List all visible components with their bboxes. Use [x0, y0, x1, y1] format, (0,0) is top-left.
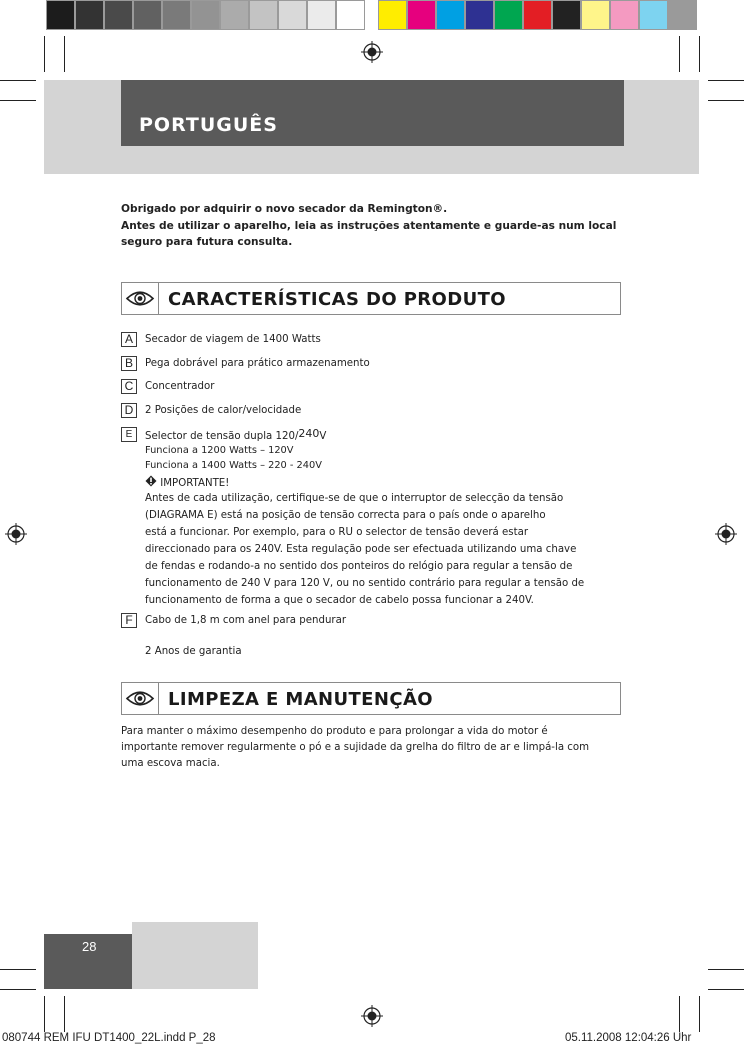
color-swatch	[191, 0, 220, 30]
feature-label-f: F	[121, 613, 137, 628]
voltage-instructions-line: funcionamento de 240 V para 120 V, ou no sentido contrário para regular a tensão de	[145, 578, 585, 589]
footer-date: 05.11.2008 12:04:26 Uhr	[565, 1032, 692, 1044]
power-240v: Funciona a 1400 Watts – 220 - 240V	[145, 460, 322, 471]
page-title: PORTUGUÊS	[139, 114, 278, 136]
voltage-instructions-line: funcionamento de forma a que o secador de cabelo possa funcionar a 240V.	[145, 595, 534, 606]
voltage-instructions-line: Antes de cada utilização, certifique-se de que o interruptor de selecção da tensão	[145, 493, 564, 504]
color-swatch	[668, 0, 697, 30]
registration-mark-icon	[715, 523, 737, 545]
features-section-title: CARACTERÍSTICAS DO PRODUTO	[168, 289, 506, 310]
cleaning-section-header	[121, 682, 621, 715]
intro-thanks: Obrigado por adquirir o novo secador da Remington®.	[121, 203, 448, 215]
feature-label-d: D	[121, 403, 137, 418]
color-swatch	[378, 0, 407, 30]
registration-mark-icon	[5, 523, 27, 545]
color-swatch	[162, 0, 191, 30]
cleaning-line: uma escova macia.	[121, 758, 220, 769]
color-swatch	[436, 0, 465, 30]
feature-label-b: B	[121, 356, 137, 371]
feature-label-c: C	[121, 379, 137, 394]
color-swatch	[104, 0, 133, 30]
color-swatch	[407, 0, 436, 30]
page-number-band	[132, 922, 258, 989]
features-section-header	[121, 282, 621, 315]
color-swatch	[278, 0, 307, 30]
voltage-instructions-line: (DIAGRAMA E) está na posição de tensão correcta para o país onde o aparelho	[145, 510, 546, 521]
color-swatch	[610, 0, 639, 30]
cleaning-line: importante remover regularmente o pó e a sujidade da grelha do filtro de ar e limpá-la com	[121, 742, 590, 753]
color-swatch	[465, 0, 494, 30]
color-swatch	[639, 0, 668, 30]
cleaning-line: Para manter o máximo desempenho do produto e para prolongar a vida do motor é	[121, 726, 548, 737]
warning-icon	[145, 475, 157, 487]
important-label: IMPORTANTE!	[160, 478, 230, 489]
footer-file-info: 080744 REM IFU DT1400_22L.indd P_28	[2, 1032, 216, 1044]
registration-mark-icon	[361, 41, 383, 63]
color-swatch	[552, 0, 581, 30]
important-notice	[145, 475, 229, 489]
voltage-instructions-line: direccionado para os 240V. Esta regulação pode ser efectuada utilizando uma chave	[145, 544, 577, 555]
feature-text-f: Cabo de 1,8 m com anel para pendurar	[145, 615, 347, 626]
header-title-box	[121, 80, 624, 146]
color-swatch	[220, 0, 249, 30]
intro-instructions-line2: seguro para futura consulta.	[121, 236, 293, 248]
feature-label-e: E	[121, 427, 137, 442]
voltage-instructions-line: de fendas e rodando-a no sentido dos ponteiros do relógio para regular a tensão de	[145, 561, 573, 572]
eye-icon	[122, 683, 158, 714]
color-swatch	[307, 0, 336, 30]
page-number: 28	[82, 939, 97, 954]
voltage-instructions-line: está a funcionar. Por exemplo, para o RU o selector de tensão deverá estar	[145, 527, 529, 538]
eye-icon	[122, 283, 158, 314]
feature-text-c: Concentrador	[145, 381, 215, 392]
feature-label-a: A	[121, 332, 137, 347]
voltage-unit: V	[319, 431, 327, 442]
color-swatch	[581, 0, 610, 30]
warranty-text: 2 Anos de garantia	[145, 646, 242, 657]
color-swatch	[494, 0, 523, 30]
color-swatch	[523, 0, 552, 30]
power-120v: Funciona a 1200 Watts – 120V	[145, 445, 294, 456]
voltage-value: 240	[298, 427, 320, 440]
feature-text-d: 2 Posições de calor/velocidade	[145, 405, 302, 416]
cleaning-section-title: LIMPEZA E MANUTENÇÃO	[168, 689, 433, 710]
voltage-selector-text: Selector de tensão dupla 120/	[145, 431, 299, 442]
color-swatch	[46, 0, 75, 30]
color-swatch	[75, 0, 104, 30]
intro-instructions-line1: Antes de utilizar o aparelho, leia as instruções atentamente e guarde-as num local	[121, 220, 617, 232]
color-swatch	[133, 0, 162, 30]
color-swatch	[249, 0, 278, 30]
feature-text-b: Pega dobrável para prático armazenamento	[145, 358, 370, 369]
feature-text-a: Secador de viagem de 1400 Watts	[145, 334, 321, 345]
registration-mark-icon	[361, 1005, 383, 1027]
feature-text-e	[145, 429, 326, 442]
color-swatch	[336, 0, 365, 30]
